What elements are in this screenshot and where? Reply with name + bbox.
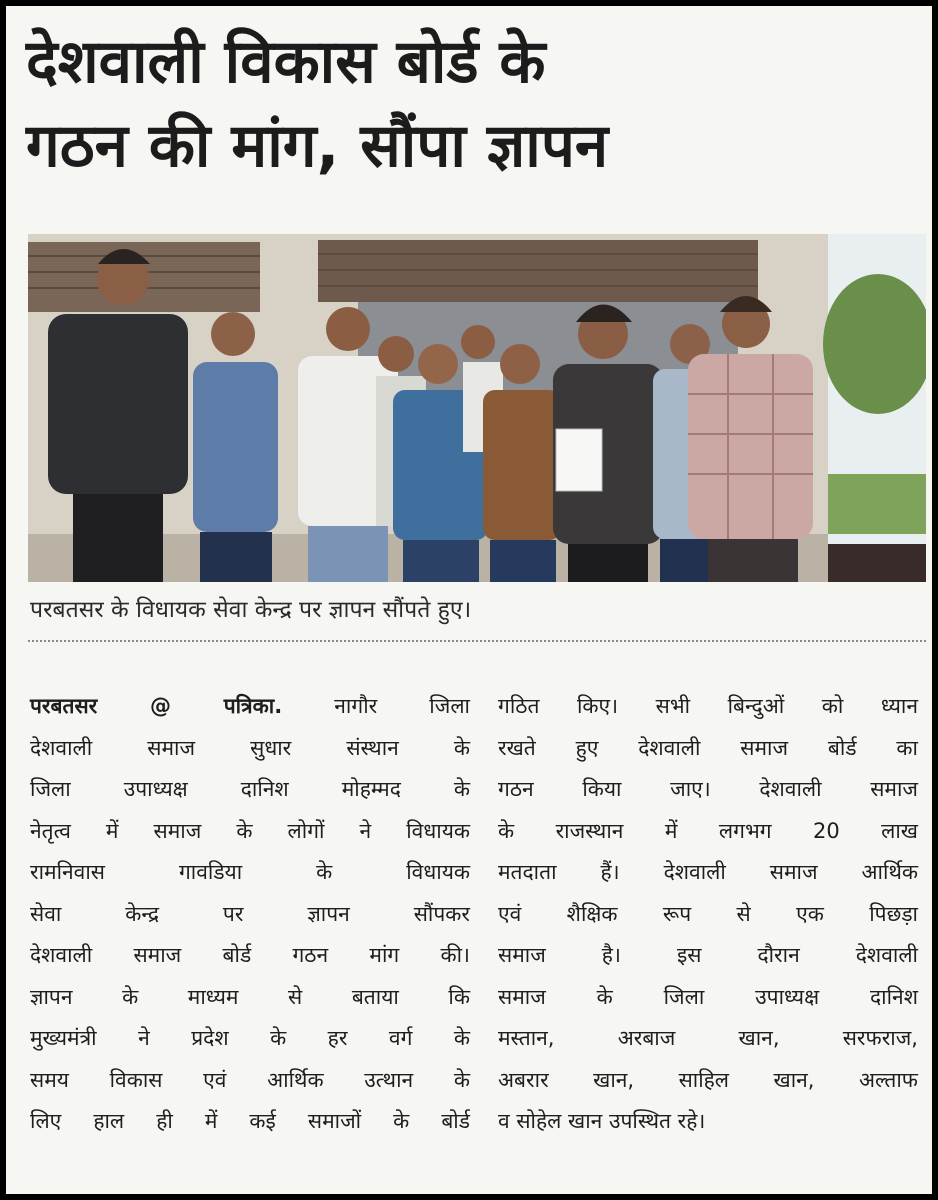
article-line: सेवा केन्द्र पर ज्ञापन सौंपकर	[30, 901, 470, 926]
headline-line-1: देशवाली विकास बोर्ड के	[26, 27, 546, 97]
article-line: गठित किए। सभी बिन्दुओं को ध्यान	[498, 694, 918, 718]
article-line: समाज के जिला उपाध्यक्ष दानिश	[498, 984, 918, 1009]
article-line: रामनिवास गावडिया के विधायक	[30, 860, 470, 884]
article-line: अबरार खान, साहिल खान, अल्ताफ	[498, 1067, 918, 1092]
article-column-left	[30, 686, 470, 1143]
dateline: परबतसर @ पत्रिका.	[30, 694, 283, 718]
article-line: ज्ञापन के माध्यम से बताया कि	[30, 984, 470, 1009]
article-line: देशवाली समाज बोर्ड गठन मांग की।	[30, 943, 470, 967]
article-line: रखते हुए देशवाली समाज बोर्ड का	[498, 735, 918, 760]
article-text: नागौर जिला	[282, 694, 471, 718]
article-line: नेतृत्व में समाज के लोगों ने विधायक	[30, 818, 470, 843]
article-line: के राजस्थान में लगभग 20 लाख	[498, 818, 918, 843]
article-line: गठन किया जाए। देशवाली समाज	[498, 777, 918, 801]
article-column-right	[498, 686, 918, 1143]
article-line: मस्तान, अरबाज खान, सरफराज,	[498, 1026, 918, 1050]
headline	[26, 20, 916, 188]
group-photo	[28, 234, 926, 582]
photo-caption: परबतसर के विधायक सेवा केन्द्र पर ज्ञापन सौंपते हुए।	[30, 597, 472, 623]
article-line: मतदाता हैं। देशवाली समाज आर्थिक	[498, 860, 918, 884]
article-line: व सोहेल खान उपस्थित रहे।	[498, 1109, 706, 1133]
article-line: जिला उपाध्यक्ष दानिश मोहम्मद के	[30, 777, 470, 801]
headline-line-2: गठन की मांग, सौंपा ज्ञापन	[26, 111, 609, 181]
article-line: मुख्यमंत्री ने प्रदेश के हर वर्ग के	[30, 1026, 470, 1050]
article-line: लिए हाल ही में कई समाजों के बोर्ड	[30, 1109, 470, 1133]
article-line: देशवाली समाज सुधार संस्थान के	[30, 735, 470, 760]
article-line: समाज है। इस दौरान देशवाली	[498, 943, 918, 967]
newspaper-clipping	[6, 6, 932, 1194]
dotted-divider	[28, 640, 926, 642]
article-line	[30, 686, 470, 728]
article-line: समय विकास एवं आर्थिक उत्थान के	[30, 1067, 470, 1092]
article-line: एवं शैक्षिक रूप से एक पिछड़ा	[498, 901, 918, 926]
group-photo-image	[28, 234, 926, 582]
